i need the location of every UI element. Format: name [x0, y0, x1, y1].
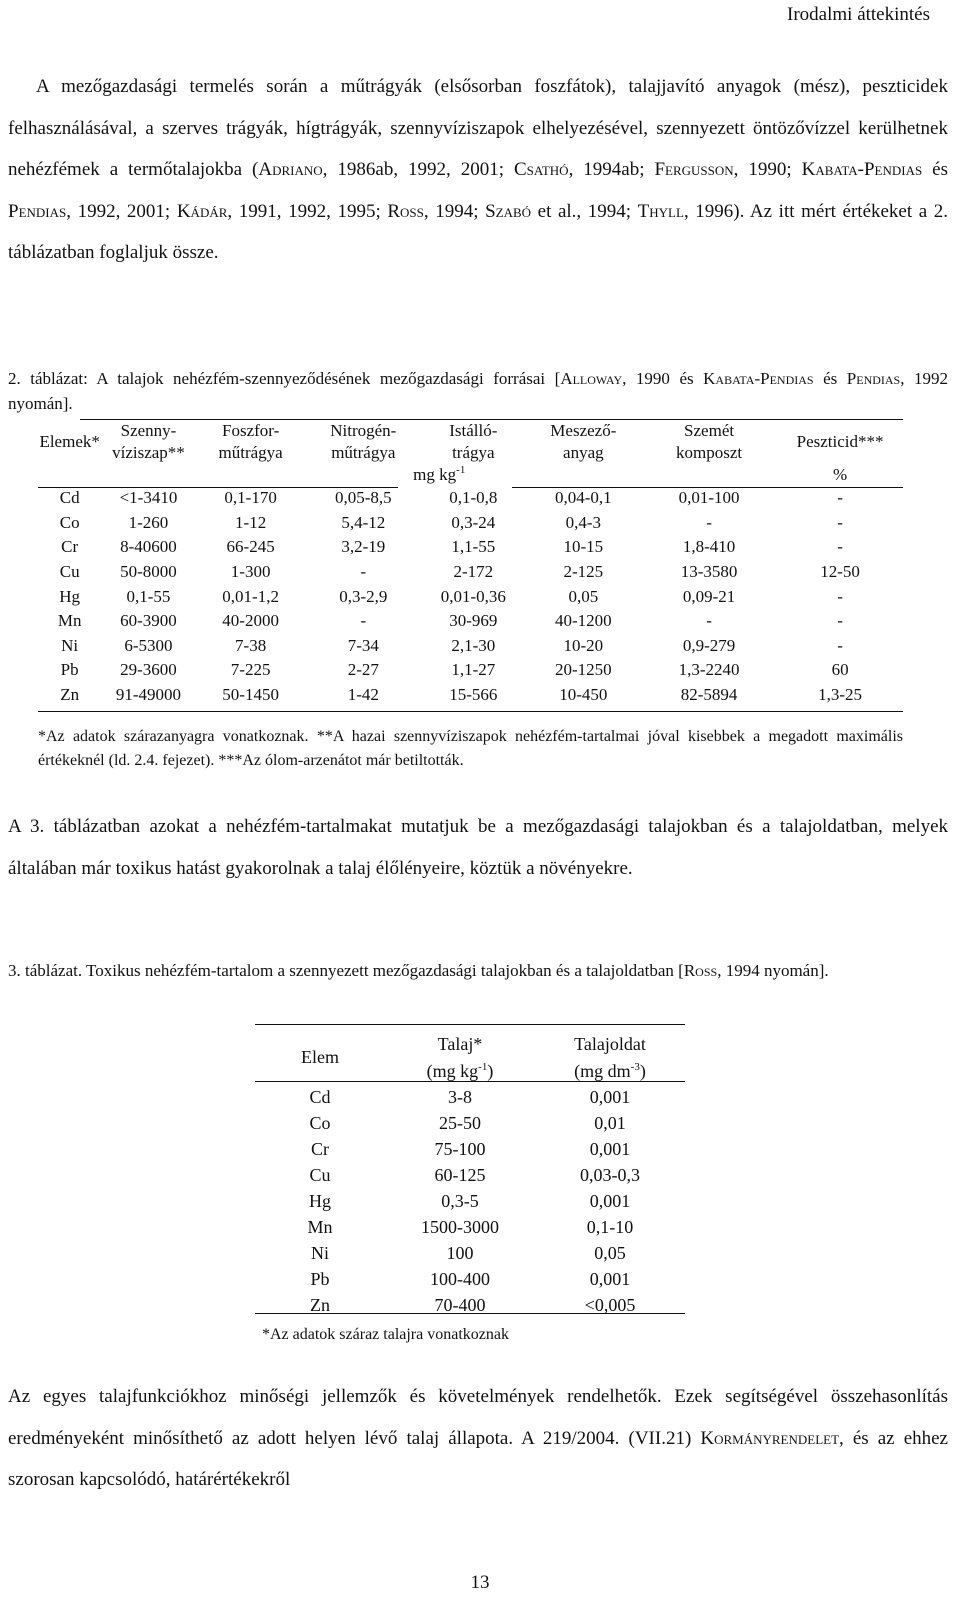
table2-caption — [8, 366, 948, 416]
table-cell: 1-42 — [347, 685, 379, 705]
element-symbol-cell: Cd — [309, 1087, 331, 1107]
intro-text: és — [922, 159, 949, 180]
element-symbol-cell: Cr — [311, 1139, 329, 1159]
table-cell: 60 — [831, 660, 849, 680]
table-cell: 75-100 — [434, 1139, 486, 1159]
table-cell: - — [706, 611, 712, 631]
table-cell: 1-12 — [235, 512, 267, 532]
table-cell: 13-3580 — [680, 562, 738, 582]
column-header-meszezoanyag: Meszező- — [550, 421, 617, 440]
column-header-meszezoanyag-2: anyag — [563, 443, 604, 462]
table-row — [38, 560, 903, 585]
column-header-talaj: Talaj* — [437, 1033, 483, 1054]
table-cell: 30-969 — [449, 611, 498, 631]
table2-header-row-2 — [38, 442, 903, 464]
element-symbol-cell: Hg — [59, 586, 81, 606]
element-symbol-cell: Mn — [307, 1217, 333, 1237]
table-cell: 1-260 — [128, 512, 169, 532]
table-cell: 0,1-10 — [586, 1217, 634, 1237]
table-cell: 91-49000 — [115, 685, 182, 705]
intro-text: , 1996). Az itt mért értékeket a 2. táblázatban foglaljuk össze. — [8, 200, 949, 263]
column-header-nitrogenmutragya: Nitrogén- — [330, 421, 397, 440]
element-symbol-cell: Cu — [309, 1165, 331, 1185]
table-cell: 0,4-3 — [565, 512, 602, 532]
table-cell: 0,9-279 — [682, 635, 736, 655]
citation: Thyll — [637, 200, 684, 222]
intro-text: , 1986ab, 1992, 2001; — [322, 159, 514, 180]
intro-text: , 1994; — [423, 200, 486, 222]
table-cell: 29-3600 — [120, 660, 177, 680]
intro-text: , 1992, 2001; — [66, 200, 177, 222]
unit-percent: % — [833, 465, 848, 484]
paragraph-3 — [8, 1376, 948, 1501]
table2-header-row — [38, 420, 903, 442]
table-cell: 0,001 — [589, 1269, 631, 1289]
table-cell: - — [837, 586, 843, 606]
table-row — [38, 683, 903, 708]
caption-text: 3. táblázat. Toxikus nehézfém-tartalom a szennyezett mezőgazdasági talajokban és a talajoldatban [ — [8, 961, 684, 980]
intro-text: , 1990; — [733, 159, 802, 180]
column-header-nitrogenmutragya-2: műtrágya — [331, 443, 396, 462]
citation: Pendias — [846, 369, 901, 388]
column-unit-talajoldat — [535, 1057, 685, 1084]
element-symbol-cell: Co — [59, 512, 80, 532]
table-cell: 100 — [446, 1243, 474, 1263]
table-row — [38, 609, 903, 634]
table-cell: 60-3900 — [120, 611, 177, 631]
table-cell: 1,1-27 — [451, 660, 496, 680]
table-row — [38, 511, 903, 536]
paragraph-text: Az egyes talajfunkciókhoz minőségi jellemzők és követelmények rendelhetők. Ezek segítségével összehasonlítás eredményeként minősíthető az adott helyen lévő talaj állapota. A 219/2004. (VII.21) — [8, 1386, 948, 1449]
caption-text: , 1994 nyomán]. — [717, 961, 829, 980]
table-cell: 82-5894 — [680, 685, 738, 705]
table-cell: 0,1-170 — [224, 488, 277, 508]
table-cell: 3-8 — [448, 1087, 472, 1107]
table-row — [255, 1188, 685, 1214]
table2-footnotes: *Az adatok szárazanyagra vonatkoznak. **A hazai szennyvíziszapok nehézfém-tartalmai jóval kisebbek a megadott maximális értékeknél (ld. 2.4. fejezet). ***Az ólom-arzenátot már betiltották. — [38, 728, 903, 769]
table-cell: 7-34 — [347, 635, 379, 655]
table-cell: 0,001 — [589, 1191, 631, 1211]
citation: Kádár — [176, 200, 228, 222]
table-cell: 2,1-30 — [451, 635, 496, 655]
table-cell: - — [837, 488, 843, 508]
table-cell: - — [837, 537, 843, 557]
table-cell: - — [706, 512, 712, 532]
column-header-peszticid: Peszticid*** — [796, 432, 884, 451]
table-cell: 1,3-25 — [818, 685, 863, 705]
table3-footnote: *Az adatok száraz talajra vonatkoznak — [262, 1326, 509, 1343]
column-header-szennyviziszap-2: víziszap** — [112, 443, 185, 462]
table-cell: 10-450 — [559, 685, 608, 705]
table-cell: 1500-3000 — [421, 1217, 499, 1237]
page-number: 13 — [470, 1572, 490, 1593]
table-row — [255, 1084, 685, 1110]
element-symbol-cell: Mn — [57, 611, 82, 631]
table-cell: <0,005 — [584, 1295, 636, 1315]
table-cell: 50-8000 — [120, 562, 177, 582]
table-cell: 0,3-5 — [441, 1191, 479, 1211]
table-cell: 0,09-21 — [682, 586, 736, 606]
running-header: Irodalmi áttekintés — [787, 4, 930, 25]
citation: Pendias — [8, 200, 67, 222]
unit-exponent: -1 — [456, 464, 466, 476]
citation: Ross — [683, 961, 718, 980]
table-row — [255, 1214, 685, 1240]
element-symbol-cell: Zn — [310, 1295, 330, 1315]
table-cell: 1,8-410 — [682, 537, 736, 557]
table-row — [255, 1240, 685, 1266]
table3-caption — [8, 958, 948, 983]
table-row — [38, 658, 903, 683]
table-cell: 10-15 — [563, 537, 604, 557]
table-cell: - — [360, 562, 367, 582]
table-cell: 0,01-0,36 — [440, 586, 506, 606]
table-cell: 25-50 — [439, 1113, 481, 1133]
citation: Ross — [387, 200, 424, 222]
table-cell: 0,1-0,8 — [449, 488, 498, 508]
table-cell: - — [837, 611, 843, 631]
table-row — [255, 1266, 685, 1292]
citation: Csathó — [514, 159, 569, 180]
unit-text: ) — [639, 1060, 646, 1081]
table-row — [255, 1110, 685, 1136]
table-cell: 40-2000 — [222, 611, 279, 631]
table-row — [255, 1292, 685, 1318]
table-cell: 100-400 — [430, 1269, 490, 1289]
table-cell: 1,3-2240 — [678, 660, 740, 680]
column-header-talajoldat: Talajoldat — [574, 1033, 646, 1054]
element-symbol-cell: Ni — [311, 1243, 329, 1263]
table-cell: - — [837, 512, 843, 532]
table-cell: 0,01 — [594, 1113, 626, 1133]
element-symbol-cell: Ni — [61, 635, 79, 655]
element-symbol-cell: Cu — [59, 562, 80, 582]
table3-body — [255, 1084, 685, 1318]
unit-text: (mg kg — [426, 1060, 479, 1081]
column-header-szemetkomposzt: Szemét — [684, 421, 735, 440]
table-cell: 2-125 — [563, 562, 604, 582]
table-cell: 0,3-24 — [451, 512, 496, 532]
citation: Kabata-Pendias — [703, 369, 814, 388]
element-symbol-cell: Cd — [59, 488, 80, 508]
unit-text: ) — [487, 1060, 494, 1081]
paragraph-text: , és az ehhez szorosan kapcsolódó, határértékekről — [8, 1427, 948, 1490]
unit-text: mg kg — [413, 465, 457, 484]
caption-text: 2. táblázat: A talajok nehézfém-szennyeződésének mezőgazdasági forrásai [ — [8, 369, 561, 388]
column-header-szemetkomposzt-2: komposzt — [676, 443, 743, 462]
table-cell: 12-50 — [820, 562, 860, 582]
citation: Fergusson — [654, 159, 734, 180]
table-cell: 0,05 — [594, 1243, 626, 1263]
column-header-istallotragya-2: trágya — [452, 443, 495, 462]
table3-top-rule — [255, 1024, 685, 1025]
table-row — [255, 1136, 685, 1162]
element-symbol-cell: Hg — [309, 1191, 331, 1211]
table-cell: 70-400 — [434, 1295, 486, 1315]
intro-paragraph — [8, 66, 948, 274]
column-header-elemek: Elemek* — [39, 432, 100, 451]
citation: Adriano — [258, 159, 323, 180]
table-cell: 1,1-55 — [451, 537, 496, 557]
table3 — [255, 1030, 685, 1318]
table2-bottom-rule — [38, 711, 903, 712]
element-symbol-cell: Co — [309, 1113, 331, 1133]
table-cell: 5,4-12 — [341, 512, 386, 532]
column-unit-talaj — [385, 1057, 535, 1084]
table-cell: 0,05 — [568, 586, 599, 606]
table-cell: 0,001 — [589, 1139, 631, 1159]
intro-text: , 1991, 1992, 1995; — [227, 200, 388, 222]
citation: Alloway — [560, 369, 623, 388]
table-row — [38, 486, 903, 511]
table-cell: 50-1450 — [222, 685, 279, 705]
column-header-elem: Elem — [301, 1047, 339, 1067]
element-symbol-cell: Pb — [60, 660, 79, 680]
table2-body — [38, 486, 903, 707]
table-cell: 40-1200 — [555, 611, 612, 631]
table-cell: 2-172 — [453, 562, 494, 582]
table-cell: 3,2-19 — [341, 537, 386, 557]
unit-exponent: -1 — [478, 1060, 488, 1073]
unit-text: (mg dm — [574, 1060, 631, 1081]
table-cell: 15-566 — [449, 685, 498, 705]
table-row — [38, 535, 903, 560]
element-symbol-cell: Pb — [310, 1269, 330, 1289]
table-cell: 60-125 — [434, 1165, 486, 1185]
paragraph-2: A 3. táblázatban azokat a nehézfém-tartalmakat mutatjuk be a mezőgazdasági talajokban és a talajoldatban, melyek általában már toxikus hatást gyakorolnak a talaj élőlényeire, köztük a növényekre. — [8, 816, 948, 879]
table-row — [38, 634, 903, 659]
caption-text: , 1992 nyomán]. — [8, 369, 949, 413]
element-symbol-cell: Cr — [61, 537, 79, 557]
table-cell: 10-20 — [563, 635, 604, 655]
table-cell: 7-38 — [235, 635, 267, 655]
table-cell: 0,3-2,9 — [339, 586, 388, 606]
intro-text: et al., 1994; — [531, 200, 638, 222]
column-header-foszformutragya: Foszfor- — [222, 421, 280, 440]
caption-text: , 1990 és — [622, 369, 704, 388]
element-symbol-cell: Zn — [60, 685, 80, 705]
table-cell: 0,001 — [589, 1087, 631, 1107]
table-cell: - — [360, 611, 367, 631]
table-cell: 0,1-55 — [126, 586, 171, 606]
table2-unit-row — [38, 464, 903, 486]
column-header-istallotragya: Istálló- — [449, 421, 498, 440]
column-header-szennyviziszap: Szenny- — [120, 421, 177, 440]
citation: Szabó — [485, 200, 532, 222]
citation: Kabata-Pendias — [801, 159, 923, 180]
unit-exponent: -3 — [630, 1060, 640, 1073]
table3-header-row — [255, 1030, 685, 1057]
table-cell: 66-245 — [226, 537, 275, 557]
table-cell: 0,04-0,1 — [555, 488, 612, 508]
table-cell: 2-27 — [347, 660, 379, 680]
table-row — [255, 1162, 685, 1188]
unit-label — [101, 464, 777, 486]
table-cell: 20-1250 — [555, 660, 612, 680]
table-cell: 1-300 — [230, 562, 271, 582]
table-cell: - — [837, 635, 843, 655]
column-header-foszformutragya-2: műtrágya — [218, 443, 283, 462]
table-cell: 6-5300 — [124, 635, 173, 655]
table-cell: 8-40600 — [120, 537, 177, 557]
caption-text: és — [813, 369, 847, 388]
table-row — [38, 584, 903, 609]
table-cell: 0,05-8,5 — [334, 488, 392, 508]
table-cell: 0,03-0,3 — [580, 1165, 640, 1185]
intro-text: , 1994ab; — [568, 159, 655, 180]
table2 — [38, 420, 903, 707]
table-cell: 7-225 — [230, 660, 271, 680]
table-cell: 0,01-100 — [678, 488, 740, 508]
intro-text: A mezőgazdasági termelés során a műtrágyák (elsősorban foszfátok), talajjavító anyagok (mész), peszticidek felhasználásával, a szerves trágyák, hígtrágyák, szennyvíziszapok elhelyezésével, szennyezett öntözővízzel kerülhetnek nehézfémek a termőtalajokba ( — [8, 76, 948, 180]
table-cell: 0,01-1,2 — [222, 586, 279, 606]
table-cell: <1-3410 — [119, 488, 178, 508]
regulation-name: Kormányrendelet — [700, 1427, 840, 1449]
